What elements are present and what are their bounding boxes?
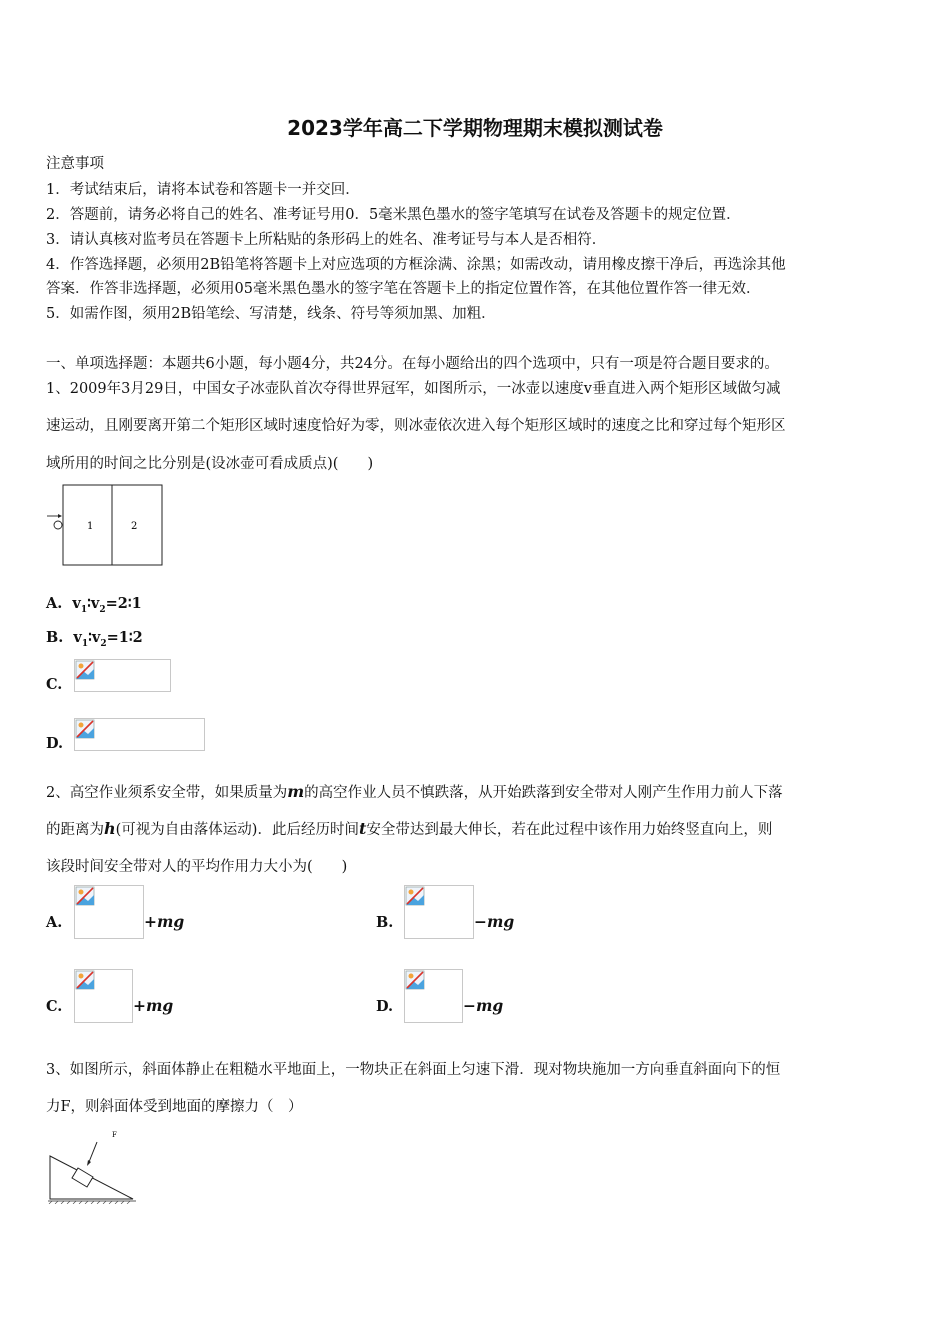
broken-image-icon [405,970,425,990]
broken-image-icon [75,970,95,990]
q1-line-3: 域所用的时间之比分别是(设冰壶可看成质点)( ) [46,456,374,472]
broken-image-icon [75,719,95,739]
notice-item-4-cont: 答案．作答非选择题，必须用05毫米黑色墨水的签字笔在答题卡上的指定位置作答，在其他位置作答一律无效． [46,281,761,297]
broken-image-icon [75,660,95,680]
q3-force-label: F [112,1131,117,1139]
q1-option-c-image [74,659,171,692]
q2-option-b-image [404,885,474,939]
q2-option-a-image [74,885,144,939]
q1-option-d[interactable]: D. [46,735,64,752]
q2-option-d-label[interactable]: D. [376,998,394,1015]
q2-option-c-label[interactable]: C. [46,998,63,1015]
q3-line-1: 3、如图所示，斜面体静止在粗糙水平地面上，一物块正在斜面上匀速下滑．现对物块施加一方向垂直斜面向下的恒 [46,1062,781,1078]
q2-option-b-suffix: −mg [474,912,515,931]
notice-item-5: 5．如需作图，须用2B铅笔绘、写清楚，线条、符号等须加黑、加粗． [46,306,496,322]
q2-line-1: 2、高空作业须系安全带，如果质量为m的高空作业人员不慎跌落，从开始跌落到安全带对人刚产生作用力前人下落 [46,782,783,801]
section-heading: 一、单项选择题：本题共6小题，每小题4分，共24分。在每小题给出的四个选项中，只有一项是符合题目要求的。 [46,356,779,372]
q3-incline-figure [44,1128,140,1204]
q1-region-2-label: 2 [131,521,138,532]
q2-option-d-image [404,969,463,1023]
q3-line-2: 力F，则斜面体受到地面的摩擦力（ ） [46,1099,303,1115]
q1-option-a[interactable]: A. $v_1∶v_2=2∶1$ [46,595,142,615]
broken-image-icon [75,886,95,906]
notice-item-4: 4．作答选择题，必须用2B铅笔将答题卡上对应选项的方框涂满、涂黑；如需改动，请用橡皮擦干净后，再选涂其他 [46,257,786,273]
notice-item-2: 2．答题前，请务必将自己的姓名、准考证号用0．5毫米黑色墨水的签字笔填写在试卷及答题卡的规定位置． [46,207,741,223]
notice-item-1: 1．考试结束后，请将本试卷和答题卡一并交回． [46,182,360,198]
broken-image-icon [405,886,425,906]
q2-option-b-label[interactable]: B. [376,914,394,931]
page-title: 2023学年高二下学期物理期末模拟测试卷 [287,116,663,140]
q2-option-c-suffix: +mg [133,996,174,1015]
q1-curling-figure [44,484,166,568]
q2-line-3: 该段时间安全带对人的平均作用力大小为( ) [46,859,348,875]
notice-item-3: 3．请认真核对监考员在答题卡上所粘贴的条形码上的姓名、准考证号与本人是否相符． [46,232,607,248]
q1-option-d-image [74,718,205,751]
q2-option-d-suffix: −mg [463,996,504,1015]
q1-region-1-label: 1 [87,521,94,532]
q1-line-1: 1、2009年3月29日，中国女子冰壶队首次夺得世界冠军，如图所示，一冰壶以速度v垂直进入两个矩形区域做匀减 [46,381,781,397]
q2-option-c-image [74,969,133,1023]
q2-line-2: 的距离为h(可视为自由落体运动)．此后经历时间t安全带达到最大伸长，若在此过程中该作用力始终竖直向上，则 [46,819,773,838]
q2-option-a-label[interactable]: A. [46,914,63,931]
q1-option-b[interactable]: B. $v_1∶v_2=1∶2$ [46,629,143,649]
q1-option-c[interactable]: C. [46,676,63,693]
q1-line-2: 速运动，且刚要离开第二个矩形区域时速度恰好为零，则冰壶依次进入每个矩形区域时的速度之比和穿过每个矩形区 [46,418,786,434]
notice-heading: 注意事项 [46,156,104,172]
q2-option-a-suffix: +mg [144,912,185,931]
